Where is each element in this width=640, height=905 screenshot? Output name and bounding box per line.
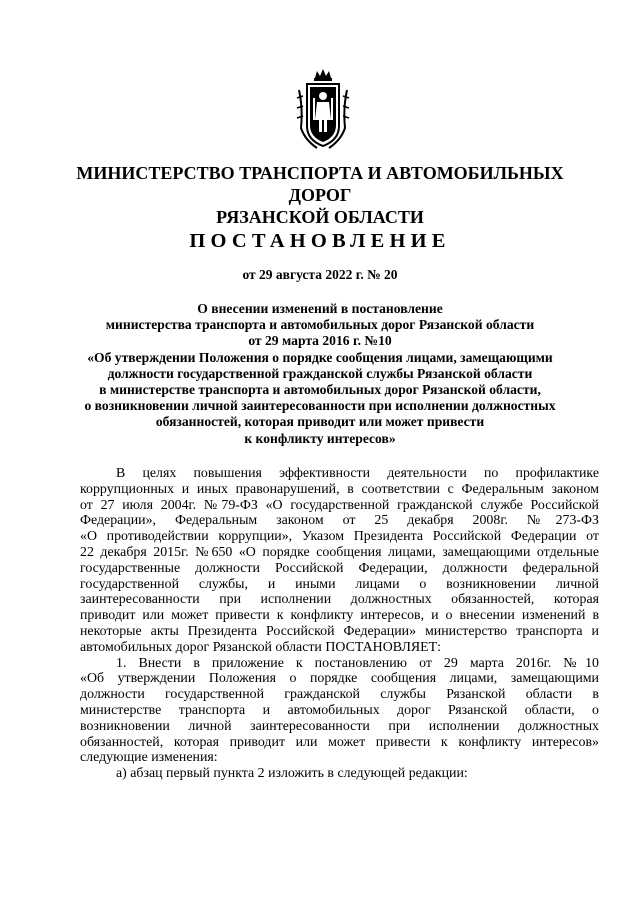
coat-of-arms-emblem (293, 68, 353, 152)
subject-line: о возникновении личной заинтересованности при исполнении должностных (84, 398, 556, 414)
body-line: должности государственной гражданской службы Рязанской области в (80, 687, 599, 703)
document-subject (40, 301, 600, 447)
subject-line: должности государственной гражданской службы Рязанской области (107, 365, 533, 381)
body-line: автомобильных дорог Рязанской области ПОСТАНОВЛЯЕТ: (80, 639, 441, 655)
subject-line: О внесении изменений в постановление (197, 301, 443, 316)
body-line: возникновении личной заинтересованности при исполнении должностных (80, 718, 599, 734)
body-line: коррупционных и иных правонарушений, в соответствии с Федеральным законом (80, 481, 599, 497)
body-line: заинтересованности при исполнении должностных обязанностей, которая (80, 592, 599, 608)
body-line: министерстве транспорта и автомобильных дорог Рязанской области, о (80, 702, 599, 718)
body-line: следующие изменения: (80, 750, 218, 766)
document-body (80, 466, 599, 782)
date-and-number: от 29 августа 2022 г. № 20 (242, 267, 398, 282)
body-line: государственные должности Российской Федерации, должности федеральной (80, 560, 599, 576)
subject-line: обязанностей, которая приводит или может привести (155, 414, 485, 430)
ministry-name (60, 162, 580, 228)
body-line: обязанностей, которая приводит или может привести к конфликту интересов» (80, 734, 599, 750)
subject-line: министерства транспорта и автомобильных дорог Рязанской области (105, 317, 535, 333)
body-line: а) абзац первый пункта 2 изложить в следующей редакции: (116, 766, 468, 782)
body-line: 22 декабря 2015г. №650 «О порядке сообщения лицами, замещающими отдельные (80, 544, 599, 560)
subject-line: «Об утверждении Положения о порядке сообщения лицами, замещающими (87, 349, 553, 365)
document-type-title: ПОСТАНОВЛЕНИЕ (189, 230, 451, 252)
body-line: «Об утверждении Положения о порядке сообщения лицами, замещающими (80, 671, 599, 687)
ministry-line-2: РЯЗАНСКОЙ ОБЛАСТИ (216, 207, 424, 227)
body-line: В целях повышения эффективности деятельности по профилактике (116, 466, 599, 481)
body-line: некоторые акты Президента Российской Федерации» министерство транспорта и (80, 623, 599, 639)
body-line: Федерации», Федеральным законом от 25 декабря 2008г. №273-ФЗ (80, 513, 599, 529)
body-line: государственной службы, и иными лицами о возникновении личной (80, 576, 599, 592)
body-line: «О противодействии коррупции», Указом Президента Российской Федерации от (80, 529, 599, 545)
ministry-line-1: МИНИСТЕРСТВО ТРАНСПОРТА И АВТОМОБИЛЬНЫХ ДОРОГ (76, 163, 564, 205)
body-line: приводит или может привести к конфликту интересов, и о внесении изменений в (80, 608, 599, 624)
subject-line: в министерстве транспорта и автомобильных дорог Рязанской области, (99, 382, 541, 398)
body-line: 1. Внести в приложение к постановлению от 29 марта 2016г. №10 (116, 655, 599, 671)
body-line: от 27 июля 2004г. №79-ФЗ «О государственной гражданской службе Российской (80, 497, 599, 513)
subject-line: от 29 марта 2016 г. №10 (248, 333, 392, 349)
subject-line: к конфликту интересов» (244, 430, 396, 446)
